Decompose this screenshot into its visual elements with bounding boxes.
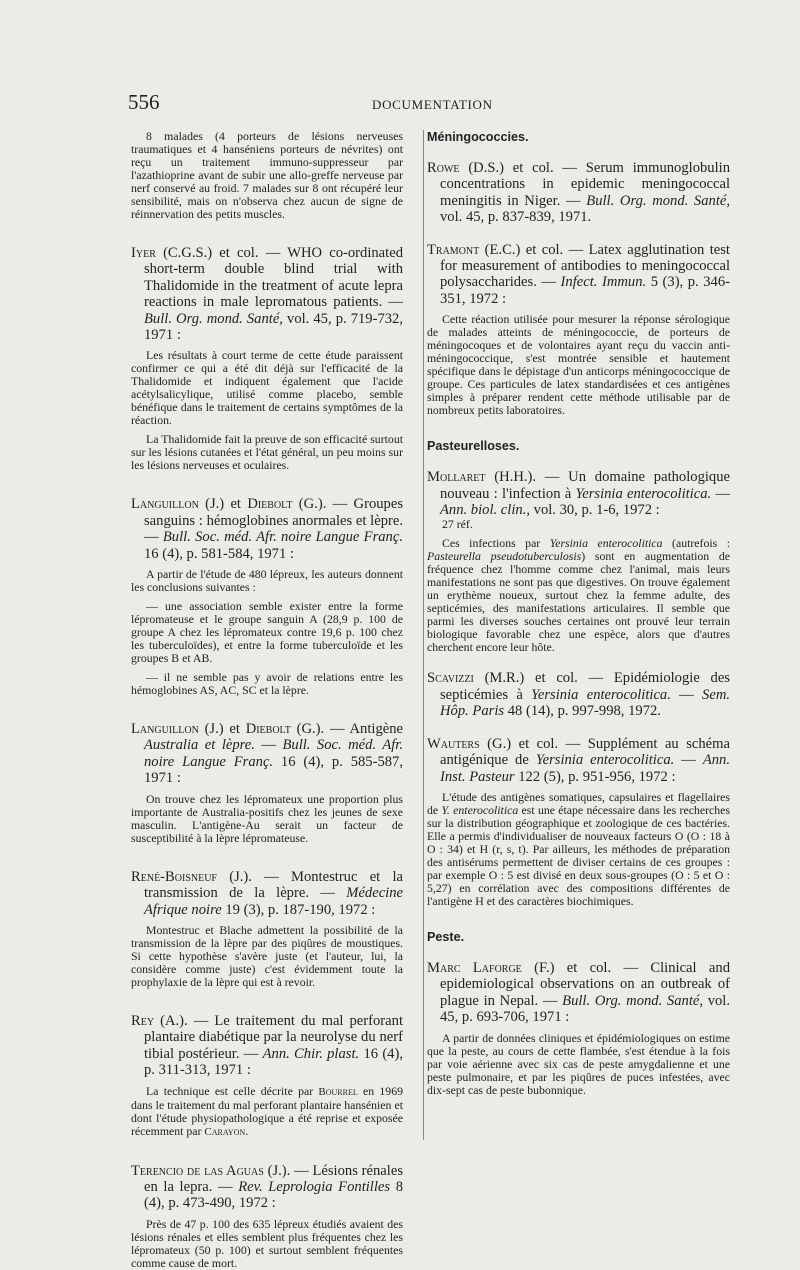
entry-title: Marc Laforge (F.) et col. — Clinical and epidemiological observations on an outbreak of plague in Nepal. — Bull. Org. mond. Santé, vol. 45, p. 693-706, 1971 : [427,959,730,1026]
entry-title: Languillon (J.) et Diebolt (G.). — Groupes sanguins : hémoglobines anormales et lèpre. — Bull. Soc. méd. Afr. noire Langue Franç. 16 (4), p. 581-584, 1971 : [131,496,404,562]
entry-title: Languillon (J.) et Diebolt (G.). — Antigène Australia et lèpre. — Bull. Soc. méd. Afr. noire Langue Franç. 16 (4), p. 585-587, 1971 : [131,721,403,787]
author: Languillon [131,721,199,738]
abstract: Les résultats à court terme de cette étude paraissent confirmer ce qui a été dit déjà sur l'efficacité de la Thalidomide et indiquent également que l'acide acétylsalicylique, utilisé comme placebo, semble bénéfique dans le traitement de certains symptômes de la réaction. [131,348,403,428]
abstract: Près de 47 p. 100 des 635 lépreux étudiés avaient des lésions rénales et elles semblent plus fréquentes chez les lépromateux (50 p. 100) et surtout semblent fréquentes comme cause de mort. [131,1216,403,1270]
abstract: On trouve chez les lépromateux une proportion plus importante de Australia-positifs chez les jeunes de sexe masculin. L'antigène-Au serait un facteur de susceptibilité à la lèpre lépromateuse. [131,791,403,845]
entry-terencio [131,1163,403,1270]
author: Mollaret [427,469,486,486]
abstract: — une association semble exister entre la forme lépromateuse et le groupe sanguin A (28,9 p. 100 de groupe A chez les lépromateux contre 19,6 p. 100 chez les tuberculoïdes), et entre la forme tuberculoïde et les groupes B et AB. [131,599,403,666]
page-number: 556 [128,90,160,114]
abstract: A partir de données cliniques et épidémiologiques on estime que la peste, au cours de cette flambée, s'est étendue à la fois par voie aérienne avec six cas de peste amygdalienne et une peste pulmonaire, et par les piqûres de puces infestées, avec dix-sept cas de peste bubonnique. [427,1030,730,1097]
entry-title: Rowe (D.S.) et col. — Serum immunoglobulin concentrations in epidemic meningococcal meningitis in Niger. — Bull. Org. mond. Santé, vol. 45, p. 837-839, 1971. [427,160,731,226]
journal: Bull. Org. mond. Santé, [586,192,731,209]
entry-rene-boisneuf [131,869,403,989]
journal: Bull. Org. mond. Santé, [144,310,283,327]
section-heading: Peste. [427,929,465,944]
abstract: L'étude des antigènes somatiques, capsulaires et flagellaires de Y. enterocolitica est une étape nécessaire dans les recherches sur la distribution géographique et zoologique de ces bactéries. Elle a permis d'individualiser de nouveaux facteurs O (O : 18 à O : 34) et H (r, s, t). Par ailleurs, les méthodes de préparation des antisérums permettent de diviser certains de ces groupes : par exemple O : 5 est divisé en deux sous-groupes (O : 5 et O : 5,27) en corrélation avec des compositions différentes de l'antigène H et des caractères biochimiques. [427,789,730,908]
entry-mollaret [427,469,730,654]
journal: Bull. Org. mond. Santé, [562,992,703,1009]
journal: Ann. biol. clin., [440,502,530,519]
column-divider [423,130,424,1140]
entry-languillon-2 [131,721,403,845]
author: Terencio de las Aguas [131,1162,264,1179]
left-column [131,130,403,1270]
journal: Infect. Immun. [560,274,647,291]
author: Marc Laforge [427,959,522,976]
journal: Bull. Soc. méd. Afr. noire Langue Franç. [162,529,403,546]
entry-wauters [427,736,730,908]
section-heading: Pasteurelloses. [427,439,520,454]
abstract: A partir de l'étude de 480 lépreux, les auteurs donnent les conclusions suivantes : [131,567,403,595]
author: René-Boisneuf [131,868,217,885]
entry-title: Wauters (G.) et col. — Supplément au schéma antigénique de Yersinia enterocolitica. — Ann. Inst. Pasteur 122 (5), p. 951-956, 1972 : [427,735,731,785]
entry-marc-laforge [427,960,730,1097]
author: Diebolt [247,496,293,513]
author: Rowe [427,160,460,176]
reference-count: 27 réf. [442,517,473,532]
author: Diebolt [245,721,291,738]
journal: Ann. Inst. Pasteur [440,752,731,785]
entry-scavizzi [427,670,730,719]
journal: Ann. Chir. plast. [262,1045,360,1062]
entry-languillon-1 [131,496,403,697]
abstract: Ces infections par Yersinia enterocolitica (autrefois : Pasteurella pseudotuberculosis) sont en augmentation de fréquence chez l'homme comme chez l'animal, mais leurs manifestations ne sont pas que digestives. On trouve également un erythème noueux, surtout chez la femme adulte, des septicémies, des manifestations articulaires. Il semble que parmi les diverses souches certaines ont prouvé leur terrain biologique favorable chez une espèce, alors que d'autres cherchent encore leur hôte. [427,536,730,655]
section-heading: Méningococcies. [427,130,529,144]
entry-tramont [427,242,730,418]
abstract: — il ne semble pas y avoir de relations entre les hémoglobines AS, AC, SC et la lèpre. [131,670,403,698]
author: Rey [131,1012,155,1029]
abstract-continuation: 8 malades (4 porteurs de lésions nerveuses traumatiques et 4 hanséniens porteurs de névrites) ont reçu un traitement immuno-suppresseur par l'azathioprine avant de subir une allo-greffe nerveuse par nerf conservé au froid. 7 malades sur 8 ont récupéré leur sensibilité, mais on n'observa chez aucun de signe de réinnervation des petits muscles. [131,129,403,221]
abstract: Cette réaction utilisée pour mesurer la réponse sérologique de malades atteints de méningococcie, de porteurs de méningocoques et de volontaires ayant reçu du vaccin anti-méningococcique, s'est montrée sensible et hautement spécifique dans le dépistage d'un anticorps méningococcique de groupe. Ces particules de latex standardisées et ces antigènes simples à préparer rendent cette méthode utilisable par de nombreux petits laboratoires. [427,312,730,418]
entry-iyer [131,245,403,472]
author: Languillon [131,496,199,513]
right-column [427,130,730,1097]
entry-title: Iyer (C.G.S.) et col. — WHO co-ordinated short-term double blind trial with Thalidomide in the treatment of acute lepra reactions in male lepromatous patients. — Bull. Org. mond. Santé, vol. 45, p. 719-732, 1971 : [131,245,403,344]
entry-rey [131,1013,403,1139]
journal: Rev. Leprologia Fontilles [238,1178,391,1195]
author: Tramont [427,241,480,258]
entry-title: Tramont (E.C.) et col. — Latex agglutination test for measurement of antibodies to meningococcal polysaccharides. — Infect. Immun. 5 (3), p. 346-351, 1972 : [427,241,730,307]
entry-title: Rey (A.). — Le traitement du mal perforant plantaire diabétique par la neurolyse du nerf tibial postérieur. — Ann. Chir. plast. 16 (4), p. 311-313, 1971 : [131,1012,403,1079]
entry-rowe [427,160,730,226]
entry-title: Mollaret (H.H.). — Un domaine pathologique nouveau : l'infection à Yersinia enterocolitica. — Ann. biol. clin., vol. 30, p. 1-6, 1972 : [427,469,730,519]
journal: Bull. Soc. méd. Afr. noire Langue Franç. [144,737,403,770]
running-head: DOCUMENTATION [372,97,493,112]
author: Wauters [427,735,480,752]
journal: Médecine Afrique noire [144,885,403,918]
journal: Sem. Hôp. Paris [440,686,731,720]
entry-title: René-Boisneuf (J.). — Montestruc et la transmission de la lèpre. — Médecine Afrique noire 19 (3), p. 187-190, 1972 : [131,868,403,918]
author: Iyer [131,245,156,261]
abstract: Montestruc et Blache admettent la possibilité de la transmission de la lèpre par des piqûres de moustiques. Si cette hypothèse s'avère juste (et l'auteur, lui, la considère comme juste) c'est évidemment toute la prophylaxie de la lèpre qui est à revoir. [131,922,403,989]
author: Scavizzi [427,670,474,687]
entry-title: Scavizzi (M.R.) et col. — Epidémiologie des septicémies à Yersinia enterocolitica. — Sem. Hôp. Paris 48 (14), p. 997-998, 1972. [427,670,731,720]
abstract: La Thalidomide fait la preuve de son efficacité surtout sur les lésions cutanées et l'état général, un peu moins sur les lésions nerveuses et oculaires. [131,432,403,473]
entry-title: Terencio de las Aguas (J.). — Lésions rénales en la lepra. — Rev. Leprologia Fontilles 8 (4), p. 473-490, 1972 : [131,1162,403,1212]
abstract: La technique est celle décrite par Bourrel en 1969 dans le traitement du mal perforant plantaire hansénien et dont l'étude physiopathologique a été reprise et exposée récemment par Carayon. [131,1083,403,1138]
